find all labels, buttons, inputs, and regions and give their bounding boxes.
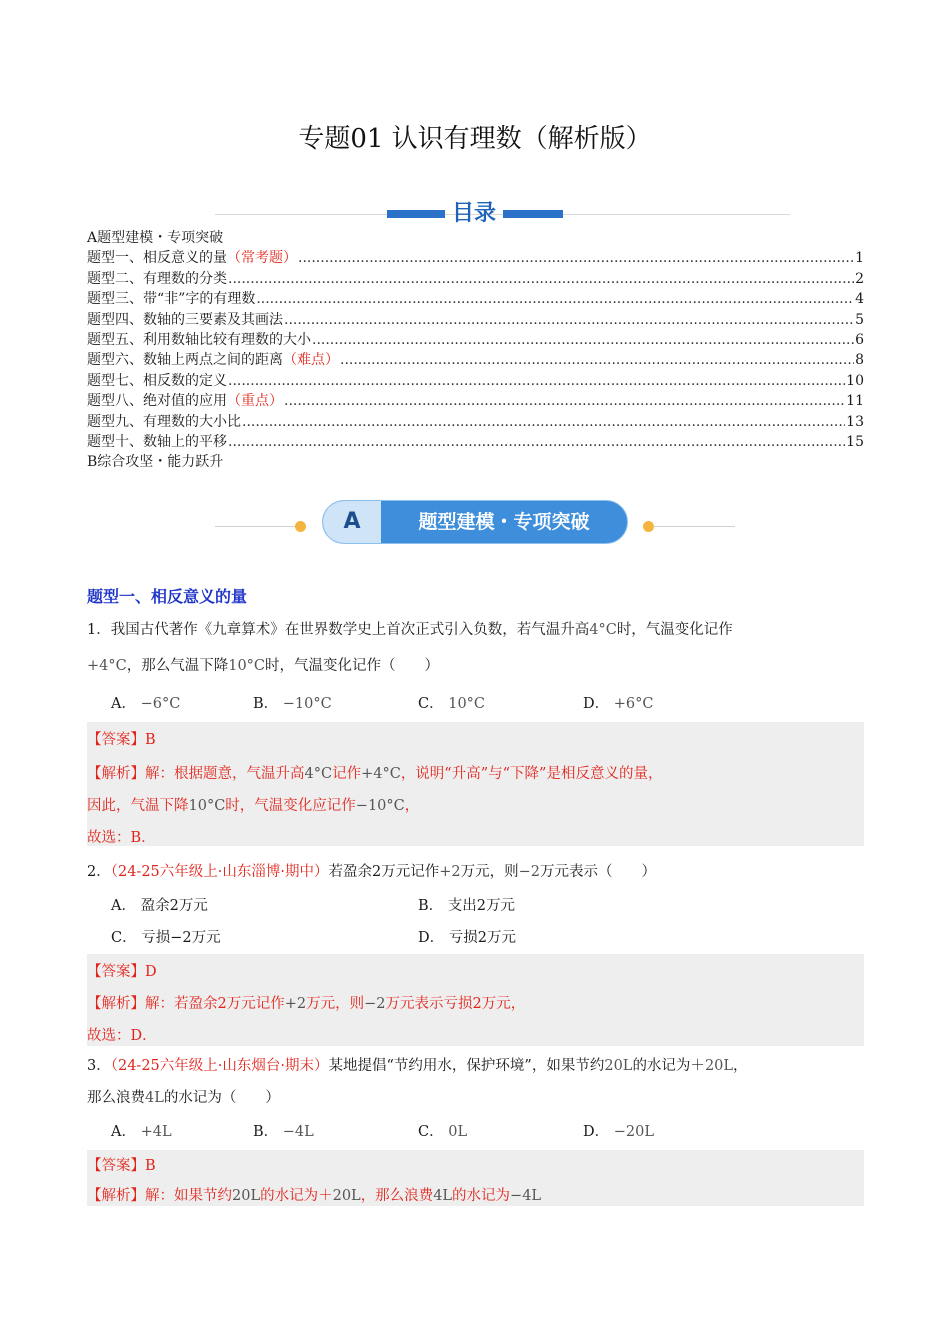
question-text: 某地提倡“节约用水，保护环境”，如果节约 bbox=[328, 1058, 605, 1074]
toc-item-label: 题型一、相反意义的量 bbox=[87, 250, 227, 267]
explanation-text: 因此，气温下降 bbox=[87, 798, 189, 814]
question-text: 我国古代著作《九章算术》在世界数学史上首次正式引入负数，若气温升高 bbox=[110, 622, 590, 638]
question-source: （24-25六年级上·山东淄博·期中） bbox=[110, 864, 329, 880]
explanation-text: 解：若盈余2万元记作 bbox=[145, 996, 285, 1012]
question-text: 的水记为（ ） bbox=[163, 1090, 280, 1106]
math-expr: 4L bbox=[145, 1090, 164, 1106]
explanation-label: 【解析】 bbox=[87, 766, 145, 782]
math-expr: 20L bbox=[604, 1058, 633, 1074]
math-expr: 20L bbox=[232, 1188, 261, 1204]
toc-item[interactable] bbox=[87, 269, 864, 289]
option-c[interactable] bbox=[418, 1120, 467, 1141]
toc-item-label: 题型六、数轴上两点之间的距离 bbox=[87, 352, 283, 369]
toc-item-page: 10 bbox=[846, 372, 864, 389]
option-c[interactable] bbox=[111, 926, 221, 947]
toc-item-tag: （重点） bbox=[227, 393, 283, 410]
option-key: B． bbox=[253, 1124, 279, 1140]
explanation-line bbox=[87, 794, 419, 815]
explanation-label: 【解析】 bbox=[87, 1188, 145, 1204]
toc-leader bbox=[228, 432, 845, 452]
explanation-text: 的水记为＋ bbox=[260, 1188, 333, 1204]
toc-item[interactable] bbox=[87, 412, 864, 432]
toc-item[interactable] bbox=[87, 248, 864, 268]
toc-item-label: 题型七、相反数的定义 bbox=[87, 372, 227, 389]
toc-leader bbox=[256, 289, 854, 309]
banner-rule-right bbox=[653, 526, 735, 527]
banner-text: 题型建模・专项突破 bbox=[418, 511, 590, 533]
math-expr: −2 bbox=[518, 864, 540, 880]
option-b[interactable] bbox=[253, 692, 332, 713]
toc-item-label: 题型四、数轴的三要素及其画法 bbox=[87, 311, 283, 328]
toc-item[interactable] bbox=[87, 350, 864, 370]
explanation-text: 万元，则 bbox=[306, 996, 365, 1012]
question-source: （24-25六年级上·山东烟台·期末） bbox=[110, 1058, 329, 1074]
option-value: 亏损−2万元 bbox=[141, 930, 221, 946]
toc-item-page: 2 bbox=[855, 270, 864, 287]
explanation-line bbox=[87, 1184, 541, 1205]
question-line bbox=[87, 1086, 280, 1107]
toc-item-label: 题型三、带“非”字的有理数 bbox=[87, 291, 256, 308]
math-expr: −2 bbox=[364, 996, 386, 1012]
explanation-line bbox=[87, 992, 525, 1013]
option-value: −10°C bbox=[282, 696, 332, 712]
question-text: 万元表示（ ） bbox=[540, 864, 656, 880]
option-key: B． bbox=[253, 696, 279, 712]
toc-item-page: 15 bbox=[846, 434, 864, 451]
option-key: C． bbox=[418, 696, 444, 712]
math-expr: +2 bbox=[439, 864, 461, 880]
explanation-text: ， bbox=[404, 798, 420, 814]
question-number: 1． bbox=[87, 622, 111, 638]
math-expr: +2 bbox=[284, 996, 307, 1012]
toc-item-tag: （难点） bbox=[283, 352, 339, 369]
toc-item-page: 13 bbox=[846, 413, 864, 430]
explanation-text: 解：根据题意，气温升高 bbox=[145, 766, 305, 782]
question-text: 万元，则 bbox=[460, 864, 519, 880]
question-text: 的水记为＋ bbox=[632, 1058, 705, 1074]
option-value: −4L bbox=[282, 1124, 314, 1140]
option-value: 盈余2万元 bbox=[140, 898, 208, 914]
toc-leader bbox=[242, 412, 845, 432]
option-b[interactable] bbox=[253, 1120, 314, 1141]
math-expr: 4°C bbox=[589, 622, 617, 638]
option-key: C． bbox=[111, 930, 137, 946]
toc-item-page: 8 bbox=[855, 352, 864, 369]
option-value: −20L bbox=[613, 1124, 654, 1140]
math-expr: 10°C bbox=[188, 798, 226, 814]
toc-item-label: 题型十、数轴上的平移 bbox=[87, 434, 227, 451]
banner-pill bbox=[322, 500, 628, 544]
explanation-text: ，那么浪费 bbox=[360, 1188, 434, 1204]
math-expr: −4L bbox=[510, 1188, 542, 1204]
page-title: 专题01 认识有理数（解析版） bbox=[298, 124, 652, 154]
option-value: 亏损2万元 bbox=[448, 930, 516, 946]
option-key: A． bbox=[111, 696, 136, 712]
toc-item-page: 4 bbox=[855, 291, 864, 308]
toc-item[interactable] bbox=[87, 330, 864, 350]
math-expr: 20L bbox=[704, 1058, 734, 1074]
option-d[interactable] bbox=[418, 926, 516, 947]
math-expr: 20L bbox=[332, 1188, 361, 1204]
answer-box bbox=[87, 1150, 864, 1206]
explanation-conclusion: 故选：D． bbox=[87, 1028, 157, 1044]
toc-header bbox=[215, 196, 790, 230]
math-expr: 4L bbox=[433, 1188, 453, 1204]
answer-label: 【答案】B bbox=[87, 732, 156, 748]
question-line bbox=[87, 618, 733, 639]
toc-item-label: 题型五、利用数轴比较有理数的大小 bbox=[87, 332, 311, 349]
banner-letter: A bbox=[323, 501, 381, 544]
explanation-text: 万元表示亏损2万元， bbox=[385, 996, 526, 1012]
option-key: D． bbox=[583, 1124, 610, 1140]
math-expr: 10°C bbox=[228, 658, 266, 674]
question-text: 那么浪费 bbox=[87, 1090, 145, 1106]
explanation-conclusion: 故选：B． bbox=[87, 830, 156, 846]
explanation-label: 【解析】 bbox=[87, 996, 145, 1012]
toc-leader bbox=[228, 371, 845, 391]
toc-item[interactable] bbox=[87, 371, 864, 391]
question-text: ，那么气温下降 bbox=[126, 658, 229, 674]
option-d[interactable] bbox=[583, 692, 653, 713]
question-line bbox=[87, 1054, 748, 1075]
option-d[interactable] bbox=[583, 1120, 654, 1141]
toc-leader bbox=[340, 350, 854, 370]
toc-item[interactable] bbox=[87, 391, 864, 411]
explanation-text: 时，气温变化应记作 bbox=[225, 798, 356, 814]
toc-item-label: 题型九、有理数的大小比 bbox=[87, 413, 241, 430]
toc-item[interactable] bbox=[87, 432, 864, 452]
toc-bar-right bbox=[503, 210, 563, 218]
option-value: 10°C bbox=[448, 696, 486, 712]
toc-item[interactable] bbox=[87, 310, 864, 330]
section-banner bbox=[215, 500, 735, 546]
option-key: B． bbox=[418, 898, 444, 914]
option-key: A． bbox=[111, 898, 136, 914]
option-a[interactable] bbox=[111, 692, 180, 713]
math-expr: 4°C bbox=[304, 766, 333, 782]
toc-bar-left bbox=[387, 210, 445, 218]
option-a[interactable] bbox=[111, 894, 208, 915]
toc-leader bbox=[284, 391, 845, 411]
toc-leader bbox=[312, 330, 854, 350]
toc-item[interactable] bbox=[87, 289, 864, 309]
answer-label: 【答案】B bbox=[87, 1158, 156, 1174]
explanation-text: 记作 bbox=[332, 766, 362, 782]
answer-box bbox=[87, 954, 864, 1046]
toc-item-page: 11 bbox=[846, 393, 864, 410]
section-title: 题型一、相反意义的量 bbox=[87, 587, 248, 606]
answer-box bbox=[87, 722, 864, 846]
toc-leader bbox=[298, 248, 854, 268]
question-text: 时，气温变化记作（ ） bbox=[265, 658, 440, 674]
explanation-line bbox=[87, 762, 662, 783]
option-key: C． bbox=[418, 1124, 444, 1140]
option-c[interactable] bbox=[418, 692, 485, 713]
explanation-text: 的水记为 bbox=[452, 1188, 511, 1204]
option-value: 支出2万元 bbox=[447, 898, 515, 914]
question-number: 3． bbox=[87, 1058, 111, 1074]
math-expr: −10°C bbox=[355, 798, 405, 814]
option-value: +4L bbox=[140, 1124, 172, 1140]
toc-item-page: 1 bbox=[855, 250, 864, 267]
option-key: D． bbox=[418, 930, 445, 946]
toc-item-label: 题型二、有理数的分类 bbox=[87, 270, 227, 287]
option-a[interactable] bbox=[111, 1120, 172, 1141]
question-line bbox=[87, 654, 439, 675]
math-expr: +4°C bbox=[361, 766, 401, 782]
question-number: 2． bbox=[87, 864, 111, 880]
toc-item-page: 5 bbox=[855, 311, 864, 328]
toc-item-label: 题型八、绝对值的应用 bbox=[87, 393, 227, 410]
option-value: 0L bbox=[448, 1124, 468, 1140]
option-key: D． bbox=[583, 696, 610, 712]
option-value: −6°C bbox=[140, 696, 181, 712]
answer-label: 【答案】D bbox=[87, 964, 157, 980]
toc-part-a[interactable]: A题型建模・专项突破 bbox=[87, 230, 224, 246]
explanation-text: ，说明“升高”与“下降”是相反意义的量， bbox=[400, 766, 663, 782]
math-expr: +4°C bbox=[87, 658, 127, 674]
toc-leader bbox=[228, 269, 854, 289]
option-key: A． bbox=[111, 1124, 136, 1140]
toc-item-page: 6 bbox=[855, 332, 864, 349]
toc-part-b[interactable]: B综合攻坚・能力跃升 bbox=[87, 454, 224, 471]
option-b[interactable] bbox=[418, 894, 515, 915]
banner-rule-left bbox=[215, 526, 297, 527]
table-of-contents bbox=[87, 228, 864, 473]
toc-item-tag: （常考题） bbox=[227, 250, 297, 267]
explanation-text: 解：如果节约 bbox=[145, 1188, 232, 1204]
toc-leader bbox=[284, 310, 854, 330]
question-line bbox=[87, 860, 656, 881]
question-text: 若盈余2万元记作 bbox=[328, 864, 440, 880]
option-value: +6°C bbox=[613, 696, 654, 712]
toc-heading: 目录 bbox=[451, 201, 496, 226]
question-text: ， bbox=[733, 1058, 748, 1074]
question-text: 时，气温变化记作 bbox=[616, 622, 733, 638]
banner-dot-left bbox=[295, 521, 306, 532]
